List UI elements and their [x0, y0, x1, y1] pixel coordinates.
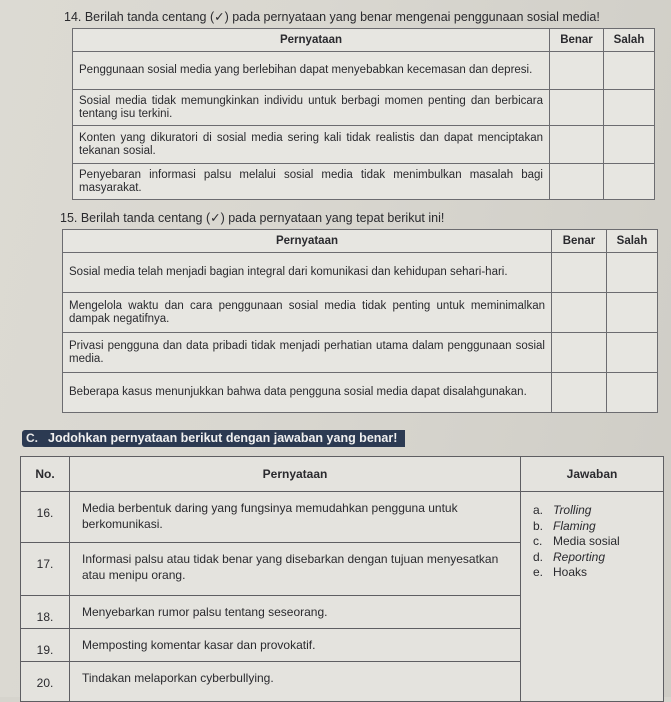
statement-cell: Informasi palsu atau tidak benar yang disebarkan dengan tujuan menyesatkan atau menipu orang. — [70, 543, 521, 596]
statement-cell: Media berbentuk daring yang fungsinya memudahkan pengguna untuk berkomunikasi. — [70, 492, 521, 543]
row-number: 16. — [21, 492, 70, 543]
row-number: 17. — [21, 543, 70, 596]
header-jawaban: Jawaban — [521, 457, 664, 492]
statement-cell: Sosial media telah menjadi bagian integral dari komunikasi dan kehidupan sehari-hari. — [63, 253, 552, 293]
salah-checkbox-cell[interactable] — [607, 373, 658, 413]
row-number: 20. — [21, 662, 70, 702]
answer-option: e. Hoaks — [533, 565, 588, 579]
header-pernyataan: Pernyataan — [73, 29, 550, 52]
benar-checkbox-cell[interactable] — [550, 164, 604, 200]
statement-cell: Beberapa kasus menunjukkan bahwa data pengguna sosial media dapat disalahgunakan. — [63, 373, 552, 413]
benar-checkbox-cell[interactable] — [550, 126, 604, 164]
header-benar: Benar — [552, 230, 607, 253]
section-c-badge: C. — [22, 430, 42, 447]
statement-cell: Penyebaran informasi palsu melalui sosial media tidak menimbulkan masalah bagi masyarakat. — [73, 164, 550, 200]
statement-cell: Konten yang dikuratori di sosial media sering kali tidak realistis dan dapat menciptakan tekanan sosial. — [73, 126, 550, 164]
header-salah: Salah — [604, 29, 655, 52]
header-benar: Benar — [550, 29, 604, 52]
section-c-title: Jodohkan pernyataan berikut dengan jawaban yang benar! — [42, 430, 405, 447]
answer-option: b. Flaming — [533, 518, 596, 533]
salah-checkbox-cell[interactable] — [607, 333, 658, 373]
table-row — [73, 164, 655, 200]
salah-checkbox-cell[interactable] — [607, 253, 658, 293]
benar-checkbox-cell[interactable] — [552, 333, 607, 373]
salah-checkbox-cell[interactable] — [607, 293, 658, 333]
statement-cell: Sosial media tidak memungkinkan individu untuk berbagi momen penting dan berbicara tentang isu terkini. — [73, 90, 550, 126]
table-row — [63, 293, 658, 333]
salah-checkbox-cell[interactable] — [604, 164, 655, 200]
header-pernyataan: Pernyataan — [70, 457, 521, 492]
salah-checkbox-cell[interactable] — [604, 126, 655, 164]
question-15-title: 15. Berilah tanda centang (✓) pada pernyataan yang tepat berikut ini! — [60, 211, 445, 225]
header-no: No. — [21, 457, 70, 492]
question-14-title: 14. Berilah tanda centang (✓) pada pernyataan yang benar mengenai penggunaan sosial media! — [64, 10, 600, 24]
benar-checkbox-cell[interactable] — [550, 52, 604, 90]
row-number: 18. — [21, 596, 70, 629]
benar-checkbox-cell[interactable] — [550, 90, 604, 126]
header-salah: Salah — [607, 230, 658, 253]
benar-checkbox-cell[interactable] — [552, 293, 607, 333]
benar-checkbox-cell[interactable] — [552, 253, 607, 293]
answer-option: c. Media sosial — [533, 534, 620, 548]
question-14-table — [72, 28, 655, 200]
table-row — [63, 333, 658, 373]
salah-checkbox-cell[interactable] — [604, 52, 655, 90]
answer-options — [533, 503, 620, 581]
table-row — [63, 373, 658, 413]
section-c-heading — [22, 430, 442, 447]
statement-cell: Tindakan melaporkan cyberbullying. — [70, 662, 521, 702]
row-number: 19. — [21, 629, 70, 662]
answer-option: a. Trolling — [533, 503, 592, 517]
statement-cell: Menyebarkan rumor palsu tentang seseorang. — [70, 596, 521, 629]
benar-checkbox-cell[interactable] — [552, 373, 607, 413]
statement-cell: Memposting komentar kasar dan provokatif. — [70, 629, 521, 662]
answer-option: d. Reporting — [533, 549, 606, 564]
table-row — [63, 253, 658, 293]
question-15-table — [62, 229, 658, 413]
statement-cell: Penggunaan sosial media yang berlebihan dapat menyebabkan kecemasan dan depresi. — [73, 52, 550, 90]
salah-checkbox-cell[interactable] — [604, 90, 655, 126]
statement-cell: Mengelola waktu dan cara penggunaan sosial media tidak penting untuk meminimalkan dampak negatifnya. — [63, 293, 552, 333]
table-row — [73, 52, 655, 90]
header-pernyataan: Pernyataan — [63, 230, 552, 253]
table-row — [73, 126, 655, 164]
table-row — [73, 90, 655, 126]
statement-cell: Privasi pengguna dan data pribadi tidak menjadi perhatian utama dalam penggunaan sosial media. — [63, 333, 552, 373]
